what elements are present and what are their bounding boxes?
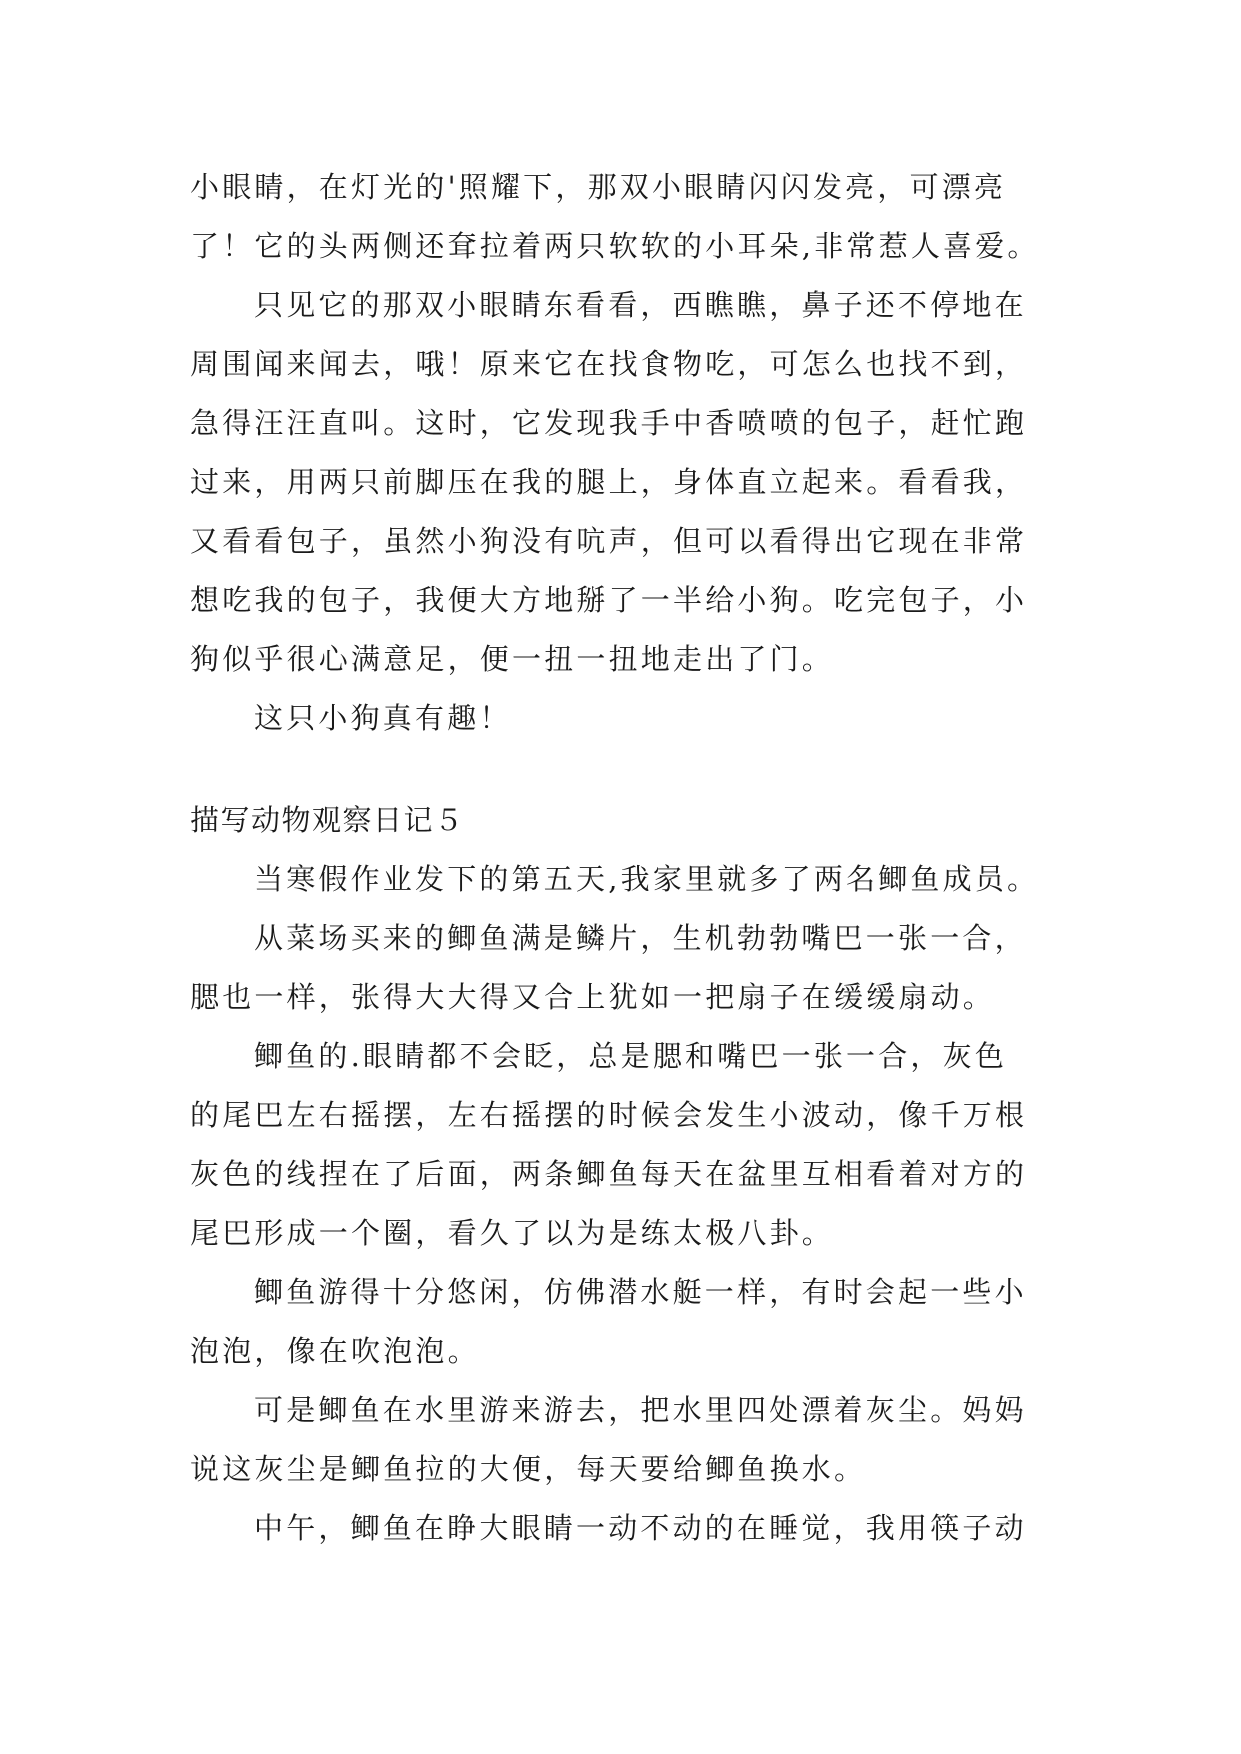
paragraph-line: 的尾巴左右摇摆，左右摇摆的时候会发生小波动，像千万根 xyxy=(190,1098,1028,1132)
paragraph-line: 想吃我的包子，我便大方地掰了一半给小狗。吃完包子，小 xyxy=(190,583,1028,617)
paragraph-line: 周围闻来闻去，哦！原来它在找食物吃，可怎么也找不到， xyxy=(190,347,1028,381)
paragraph-line: 鲫鱼游得十分悠闲，仿佛潜水艇一样，有时会起一些小 xyxy=(254,1275,1027,1309)
paragraph-line: 这只小狗真有趣！ xyxy=(254,701,512,735)
paragraph-line: 又看看包子，虽然小狗没有吭声，但可以看得出它现在非常 xyxy=(190,524,1028,558)
paragraph-line: 过来，用两只前脚压在我的腿上，身体直立起来。看看我， xyxy=(190,465,1028,499)
paragraph-line: 中午，鲫鱼在睁大眼睛一动不动的在睡觉，我用筷子动 xyxy=(254,1511,1027,1545)
paragraph-line: 小眼睛，在灯光的'照耀下，那双小眼睛闪闪发亮，可漂亮 xyxy=(190,170,1007,204)
paragraph-line: 鲫鱼的.眼睛都不会眨，总是腮和嘴巴一张一合，灰色 xyxy=(254,1039,1008,1073)
paragraph-line: 泡泡，像在吹泡泡。 xyxy=(190,1334,480,1368)
paragraph-line: 只见它的那双小眼睛东看看，西瞧瞧，鼻子还不停地在 xyxy=(254,288,1027,322)
section-heading: 描写动物观察日记５ xyxy=(190,803,465,837)
paragraph-line: 急得汪汪直叫。这时，它发现我手中香喷喷的包子，赶忙跑 xyxy=(190,406,1028,440)
paragraph-line: 可是鲫鱼在水里游来游去，把水里四处漂着灰尘。妈妈 xyxy=(254,1393,1027,1427)
paragraph-line: 了！它的头两侧还耷拉着两只软软的小耳朵,非常惹人喜爱。 xyxy=(190,229,1040,263)
paragraph-line: 从菜场买来的鲫鱼满是鳞片，生机勃勃嘴巴一张一合， xyxy=(254,921,1027,955)
paragraph-line: 狗似乎很心满意足，便一扭一扭地走出了门。 xyxy=(190,642,835,676)
paragraph-line: 腮也一样，张得大大得又合上犹如一把扇子在缓缓扇动。 xyxy=(190,980,996,1014)
paragraph-line: 灰色的线捏在了后面，两条鲫鱼每天在盆里互相看着对方的 xyxy=(190,1157,1028,1191)
paragraph-line: 当寒假作业发下的第五天,我家里就多了两名鲫鱼成员。 xyxy=(254,862,1040,896)
paragraph-line: 尾巴形成一个圈，看久了以为是练太极八卦。 xyxy=(190,1216,835,1250)
paragraph-line: 说这灰尘是鲫鱼拉的大便，每天要给鲫鱼换水。 xyxy=(190,1452,867,1486)
